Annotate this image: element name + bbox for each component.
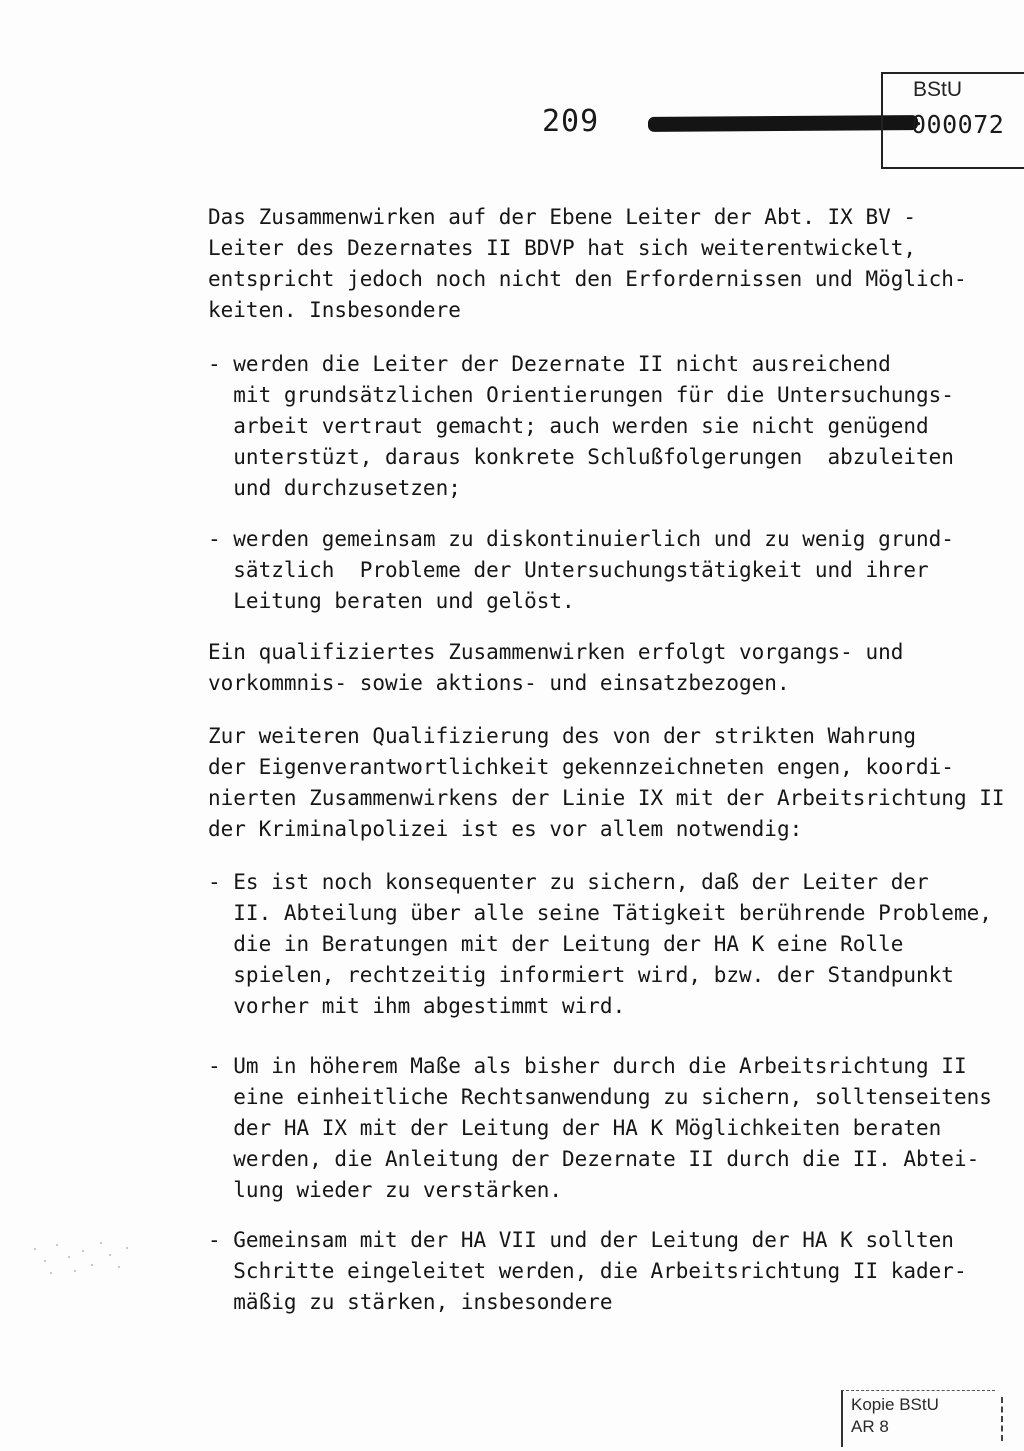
document-body (208, 202, 1008, 1318)
copy-stamp (841, 1390, 995, 1447)
bullet-item (208, 524, 1008, 617)
text-line: arbeit vertraut gemacht; auch werden sie nicht genügend (208, 414, 929, 438)
paragraph-cooperation (208, 637, 1008, 699)
paragraph-qualification (208, 721, 1008, 845)
copy-stamp-code: AR 8 (851, 1417, 889, 1436)
text-line: II. Abteilung über alle seine Tätigkeit berührende Probleme, (208, 901, 992, 925)
text-line: mit grundsätzlichen Orientierungen für die Untersuchungs- (208, 383, 954, 407)
bullet-item (208, 867, 1008, 1022)
text-line: eine einheitliche Rechtsanwendung zu sichern, solltenseitens (208, 1085, 992, 1109)
scan-noise (30, 1238, 140, 1278)
text-line: der HA IX mit der Leitung der HA K Möglichkeiten beraten (208, 1116, 942, 1140)
text-line: spielen, rechtzeitig informiert wird, bzw. der Standpunkt (208, 963, 954, 987)
text-line: unterstüzt, daraus konkrete Schlußfolgerungen abzuleiten (208, 445, 954, 469)
text-line: keiten. Insbesondere (208, 298, 461, 322)
text-line: der Kriminalpolizei ist es vor allem notwendig: (208, 817, 803, 841)
text-line: der Eigenverantwortlichkeit gekennzeichneten engen, koordi- (208, 755, 954, 779)
text-line: nierten Zusammenwirkens der Linie IX mit der Arbeitsrichtung II (208, 786, 1005, 810)
text-line: - Gemeinsam mit der HA VII und der Leitung der HA K sollten (208, 1228, 954, 1252)
redaction-bar (648, 115, 918, 132)
text-line: Leitung beraten und gelöst. (208, 589, 575, 613)
text-line: Ein qualifiziertes Zusammenwirken erfolgt vorgangs- und (208, 640, 904, 664)
text-line: - Es ist noch konsequenter zu sichern, daß der Leiter der (208, 870, 929, 894)
text-line: mäßig zu stärken, insbesondere (208, 1290, 613, 1314)
text-line: vorkommnis- sowie aktions- und einsatzbezogen. (208, 671, 790, 695)
text-line: - werden gemeinsam zu diskontinuierlich und zu wenig grund- (208, 527, 954, 551)
text-line: sätzlich Probleme der Untersuchungstätigkeit und ihrer (208, 558, 929, 582)
text-line: werden, die Anleitung der Dezernate II durch die II. Abtei- (208, 1147, 980, 1171)
archive-stamp (881, 72, 1024, 169)
copy-stamp-text: Kopie BStU (851, 1395, 939, 1414)
text-line: Leiter des Dezernates II BDVP hat sich weiterentwickelt, (208, 236, 917, 260)
text-line: Das Zusammenwirken auf der Ebene Leiter der Abt. IX BV - (208, 205, 917, 229)
text-line: Zur weiteren Qualifizierung des von der strikten Wahrung (208, 724, 917, 748)
text-line: lung wieder zu verstärken. (208, 1178, 563, 1202)
paragraph-intro (208, 202, 1008, 326)
text-line: vorher mit ihm abgestimmt wird. (208, 994, 626, 1018)
archive-stamp-label: BStU (913, 78, 963, 101)
bullet-item (208, 349, 1008, 504)
archive-number: 000072 (911, 110, 1005, 139)
bullet-item (208, 1051, 1008, 1206)
page-number: 209 (542, 104, 600, 139)
text-line: - werden die Leiter der Dezernate II nicht ausreichend (208, 352, 891, 376)
text-line: entspricht jedoch noch nicht den Erfordernissen und Möglich- (208, 267, 967, 291)
text-line: die in Beratungen mit der Leitung der HA K eine Rolle (208, 932, 904, 956)
text-line: Schritte eingeleitet werden, die Arbeitsrichtung II kader- (208, 1259, 967, 1283)
text-line: und durchzusetzen; (208, 476, 461, 500)
bullet-item (208, 1225, 1008, 1318)
text-line: - Um in höherem Maße als bisher durch die Arbeitsrichtung II (208, 1054, 967, 1078)
